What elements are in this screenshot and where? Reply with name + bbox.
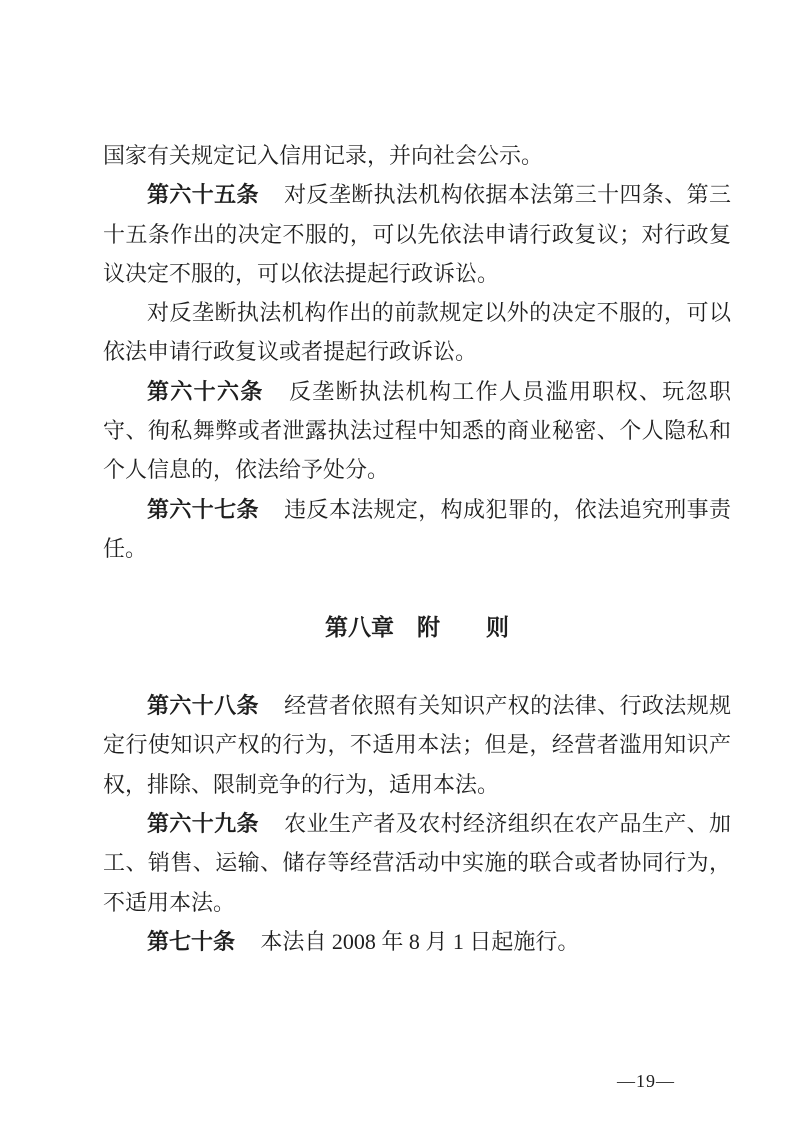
article-67-label: 第六十七条 [147,496,259,522]
page-number: —19— [617,1071,675,1091]
article-65 [103,175,731,293]
article-68-label: 第六十八条 [147,693,259,719]
article-70-label: 第七十条 [147,928,236,954]
paragraph-text: 国家有关规定记入信用记录，并向社会公示。 [103,143,544,168]
article-68 [103,686,731,804]
article-69-label: 第六十九条 [147,811,259,837]
article-65-clause-2-text: 对反垄断执法机构作出的前款规定以外的决定不服的，可以依法申请行政复议或者提起行政诉讼。 [103,300,731,365]
article-70-text: 本法自 2008 年 8 月 1 日起施行。 [260,928,580,954]
article-65-label: 第六十五条 [147,182,259,208]
chapter-8-heading: 第八章 附 则 [325,613,509,640]
document-content [103,136,731,961]
article-66-label: 第六十六条 [147,378,264,404]
paragraph-continuation [103,136,731,175]
article-65-clause-2 [103,293,731,372]
article-65-text: 对反垄断执法机构依据本法第三十四条、第三十五条作出的决定不服的，可以先依法申请行政复议；对行政复议决定不服的，可以依法提起行政诉讼。 [103,182,731,286]
article-70 [103,922,731,961]
article-69 [103,804,731,922]
article-67-text: 违反本法规定，构成犯罪的，依法追究刑事责任。 [103,496,731,561]
article-67 [103,490,731,569]
article-66 [103,372,731,490]
article-69-text: 农业生产者及农村经济组织在农产品生产、加工、销售、运输、储存等经营活动中实施的联合或者协同行为，不适用本法。 [103,811,731,915]
article-66-text: 反垄断执法机构工作人员滥用职权、玩忽职守、徇私舞弊或者泄露执法过程中知悉的商业秘密、个人隐私和个人信息的，依法给予处分。 [103,378,731,483]
article-68-text: 经营者依照有关知识产权的法律、行政法规规定行使知识产权的行为，不适用本法；但是，经营者滥用知识产权，排除、限制竞争的行为，适用本法。 [103,693,731,797]
